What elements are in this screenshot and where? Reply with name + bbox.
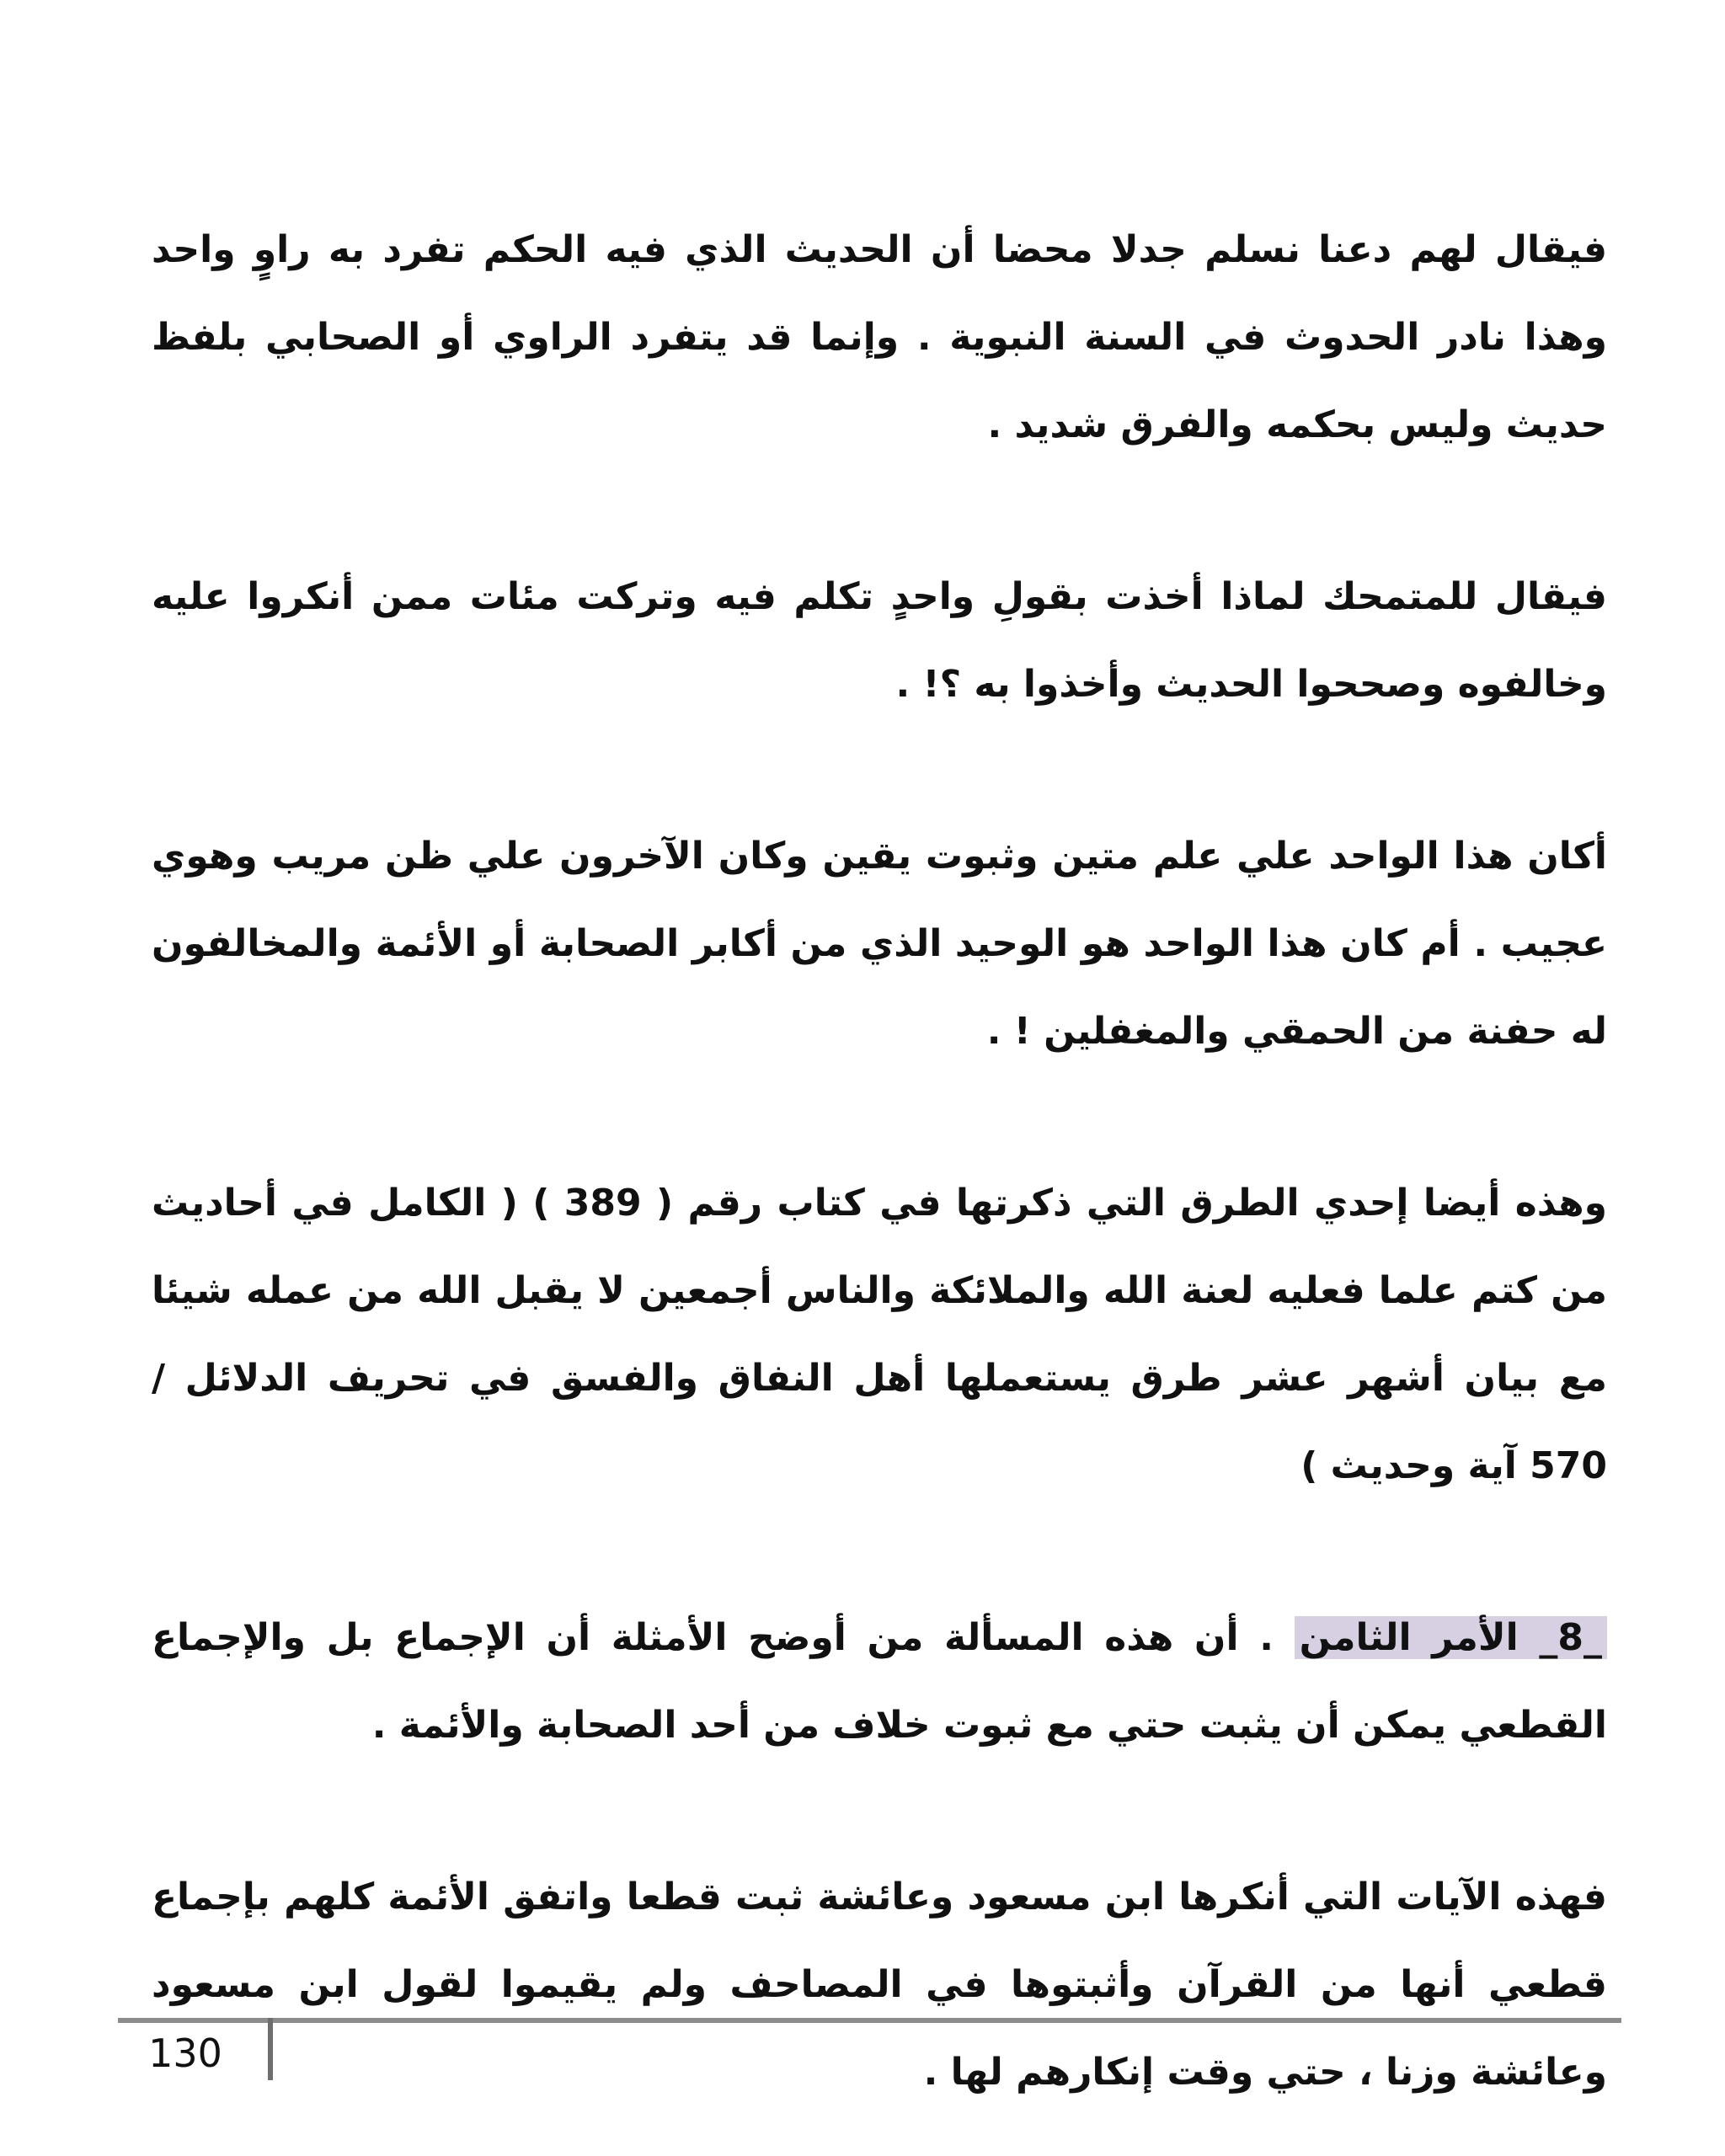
paragraph-2: فيقال للمتمحك لماذا أخذت بقولِ واحدٍ تكلم فيه وتركت مئات ممن أنكروا عليه وخالفوه وصححوا الحديث وأخذوا به ؟! . <box>152 575 1607 706</box>
paragraph-eighth-point <box>152 1594 1607 1769</box>
paragraph-4: وهذه أيضا إحدي الطرق التي ذكرتها في كتاب رقم ( 389 ) ( الكامل في أحاديث من كتم علما فعليه لعنة الله والملائكة والناس أجمعين لا يقبل الله من عمله شيئا مع بيان أشهر عشر طرق يستعملها أهل النفاق والفسق في تحريف الدلائل / 570 آية وحديث ) <box>152 1182 1608 1487</box>
highlighted-heading: _8_ الأمر الثامن <box>1295 1616 1607 1659</box>
page-number: 130 <box>148 2031 222 2076</box>
paragraph-final: فهذه الآيات التي أنكرها ابن مسعود وعائشة ثبت قطعا واتفق الأئمة كلهم بإجماع قطعي أنها من القرآن وأثبتوها في المصاحف ولم يقيموا لقول ابن مسعود وعائشة وزنا ، حتي وقت إنكارهم لها . <box>152 1876 1607 2094</box>
paragraph-1: فيقال لهم دعنا نسلم جدلا محضا أن الحديث الذي فيه الحكم تفرد به راوٍ واحد وهذا نادر الحدوث في السنة النبوية . وإنما قد يتفرد الراوي أو الصحابي بلفظ حديث وليس بحكمه والفرق شديد . <box>152 228 1607 446</box>
footer-rule <box>118 2018 1621 2023</box>
footer-separator <box>268 2018 273 2080</box>
eighth-point-text: . أن هذه المسألة من أوضح الأمثلة أن الإجماع بل والإجماع القطعي يمكن أن يثبت حتي مع ثبوت خلاف من أحد الصحابة والأئمة . <box>152 1616 1607 1747</box>
paragraph-3: أكان هذا الواحد علي علم متين وثبوت يقين وكان الآخرون علي ظن مريب وهوي عجيب . أم كان هذا الواحد هو الوحيد الذي من أكابر الصحابة أو الأئمة والمخالفون له حفنة من الحمقي والمغفلين ! . <box>152 835 1607 1053</box>
page-body <box>152 206 1607 2116</box>
